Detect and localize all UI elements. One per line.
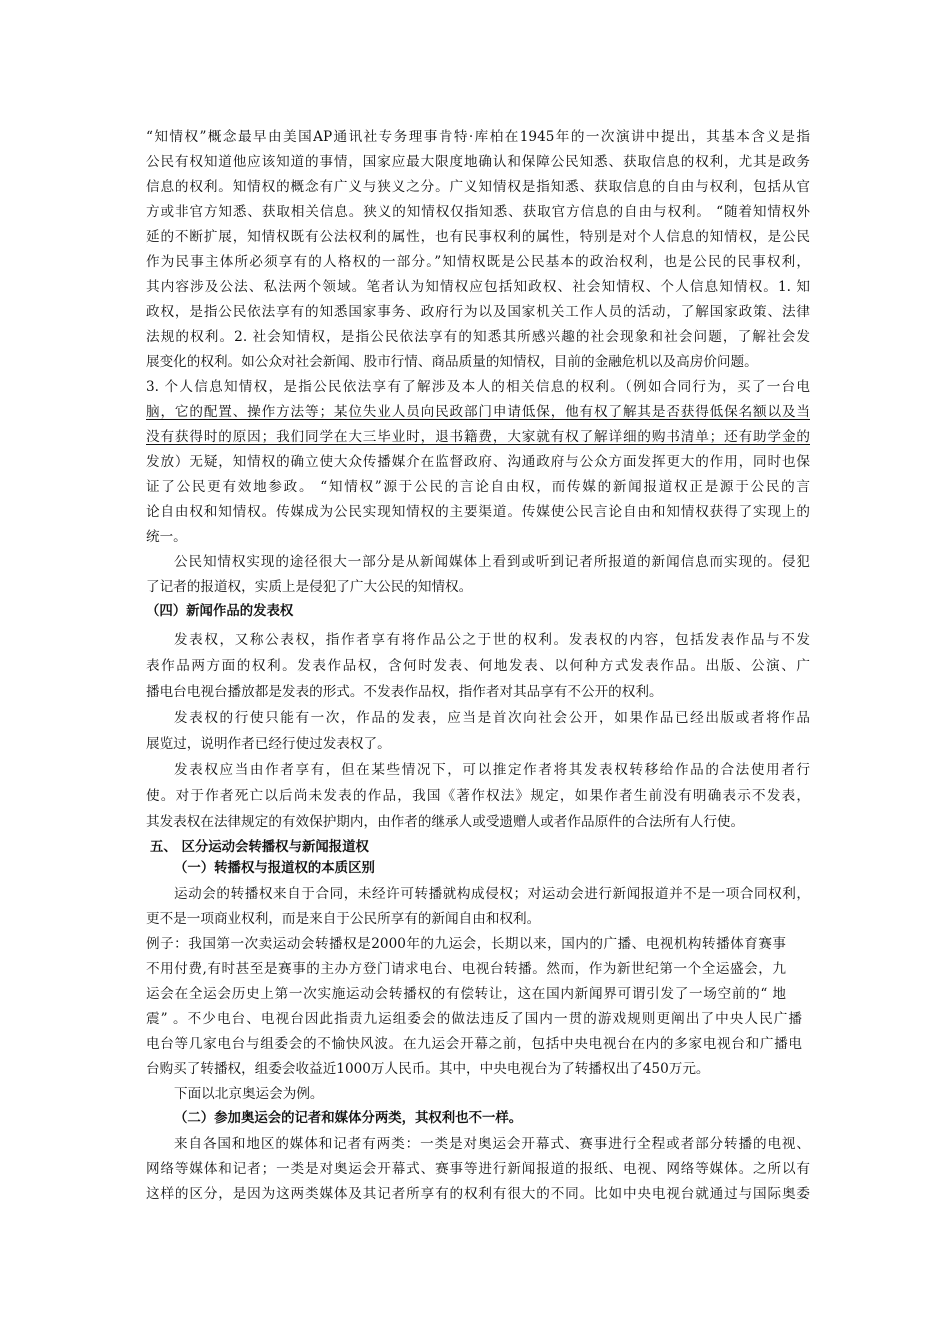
text-line: 展览过，说明作者已经行使过发表权了。 [146, 736, 391, 752]
text-line: 这样的区分，是因为这两类媒体及其记者所享有的权利有很大的不同。比如中央电视台就通过与国际奥委 [146, 1186, 810, 1202]
text-line: 下面以北京奥运会为例。 [174, 1086, 324, 1102]
text-line: 播电台电视台播放都是发表的形式。不发表作品权，指作者对其品享有不公开的权利。 [146, 684, 663, 700]
text-line: 公民有权知道他应该知道的事情，国家应最大限度地确认和保障公民知悉、获取信息的权利，尤其是政务 [146, 154, 810, 170]
text-line: 方或非官方知悉、获取相关信息。狭义的知情权仅指知悉、获取官方信息的自由与权利。 “随着知情权外 [146, 204, 810, 220]
subsection-heading: （一）转播权与报道权的本质区别 [174, 861, 375, 876]
text-line: 展变化的权利。如公众对社会新闻、股市行情、商品质量的知情权，目前的金融危机以及高房价问题。 [146, 354, 758, 370]
text-line: 例子：我国第一次卖运动会转播权是2000年的九运会，长期以来，国内的广播、电视机构转播体育赛事 [146, 936, 786, 952]
text-line: 更不是一项商业权利，而是来自于公民所享有的新闻自由和权利。 [146, 911, 541, 927]
text-line-underlined: 脑，它的配置、操作方法等；某位失业人员向民政部门申请低保，他有权了解其是否获得低保名额以及当 [146, 404, 810, 420]
text-line: “知情权”概念最早由美国AP通讯社专务理事肯特·库柏在1945年的一次演讲中提出，其基本含义是指 [146, 129, 810, 145]
text-line: 电台等几家电台与组委会的不愉快风波。在九运会开幕之前，包括中央电视台在内的多家电视台和广播电 [146, 1036, 802, 1052]
text-line: 不用付费,有时甚至是赛事的主办方登门请求电台、电视台转播。然而，作为新世纪第一个全运盛会，九 [146, 961, 786, 977]
text-line: 表作品两方面的权利。发表作品权，含何时发表、何地发表、以何种方式发表作品。出版、公演、广 [146, 658, 810, 674]
text-line: 其发表权在法律规定的有效保护期内，由作者的继承人或受遗赠人或者作品原件的合法所有人行使。 [146, 814, 745, 830]
text-line: 政权，是指公民依法享有的知悉国家事务、政府行为以及国家机关工作人员的活动，了解国家政策、法律 [146, 304, 810, 320]
text-line: 其内容涉及公法、私法两个领域。笔者认为知情权应包括知政权、社会知情权、个人信息知情权。1. 知 [146, 279, 810, 295]
text-line: 发表权，又称公表权，指作者享有将作品公之于世的权利。发表权的内容，包括发表作品与不发 [174, 632, 810, 648]
text-line: 运会在全运会历史上第一次实施运动会转播权的有偿转让，这在国内新闻界可谓引发了一场空前的“ 地 [146, 986, 786, 1002]
text-line-underlined: 没有获得时的原因；我们同学在大三毕业时，退书籍费，大家就有权了解详细的购书清单；还有助学金的 [146, 429, 810, 445]
text-line: 发放）无疑，知情权的确立使大众传播媒介在监督政府、沟通政府与公众方面发挥更大的作用，同时也保 [146, 454, 810, 470]
section-heading: 五、 区分运动会转播权与新闻报道权 [150, 840, 369, 855]
text-line: 证了公民更有效地参政。 “知情权”源于公民的言论自由权，而传媒的新闻报道权正是源于公民的言 [146, 479, 810, 495]
text-line: 台购买了转播权，组委会收益近1000万人民币。其中，中央电视台为了转播权出了450万元。 [146, 1061, 710, 1077]
text-line: 发表权应当由作者享有，但在某些情况下，可以推定作者将其发表权转移给作品的合法使用者行 [174, 762, 810, 778]
section-heading: （四）新闻作品的发表权 [146, 604, 294, 619]
text-line: 作为民事主体所必须享有的人格权的一部分。”知情权既是公民基本的政治权利，也是公民的民事权利， [146, 254, 810, 270]
text-line: 了记者的报道权，实质上是侵犯了广大公民的知情权。 [146, 579, 473, 595]
text-line: 公民知情权实现的途径很大一部分是从新闻媒体上看到或听到记者所报道的新闻信息而实现的。侵犯 [174, 554, 810, 570]
text-line: 论自由权和知情权。传媒成为公民实现知情权的主要渠道。传媒使公民言论自由和知情权获得了实现上的 [146, 504, 810, 520]
text-line: 延的不断扩展，知情权既有公法权利的属性，也有民事权利的属性，特别是对个人信息的知情权，是公民 [146, 229, 810, 245]
text-line: 统一。 [146, 529, 187, 545]
text-line: 来自各国和地区的媒体和记者有两类：一类是对奥运会开幕式、赛事进行全程或者部分转播的电视、 [174, 1136, 810, 1152]
text-line: 发表权的行使只能有一次，作品的发表，应当是首次向社会公开，如果作品已经出版或者将作品 [174, 710, 810, 726]
text-line: 震” 。不少电台、电视台因此指责九运组委会的做法违反了国内一贯的游戏规则更阐出了中央人民广播 [146, 1011, 802, 1027]
text-line: 3. 个人信息知情权，是指公民依法享有了解涉及本人的相关信息的权利。（例如合同行为，买了一台电 [146, 379, 810, 395]
text-line: 网络等媒体和记者；一类是对奥运会开幕式、赛事等进行新闻报道的报纸、电视、网络等媒体。之所以有 [146, 1161, 810, 1177]
text-line: 使。对于作者死亡以后尚未发表的作品，我国《著作权法》规定，如果作者生前没有明确表示不发表， [146, 788, 810, 804]
subsection-heading: （二）参加奥运会的记者和媒体分两类，其权利也不一样。 [174, 1111, 523, 1126]
text-line: 法规的权利。2. 社会知情权，是指公民依法享有的知悉其所感兴趣的社会现象和社会问题，了解社会发 [146, 329, 810, 345]
text-line: 运动会的转播权来自于合同，未经许可转播就构成侵权；对运动会进行新闻报道并不是一项合同权利， [174, 886, 810, 902]
text-line: 信息的权利。知情权的概念有广义与狭义之分。广义知情权是指知悉、获取信息的自由与权利，包括从官 [146, 179, 810, 195]
